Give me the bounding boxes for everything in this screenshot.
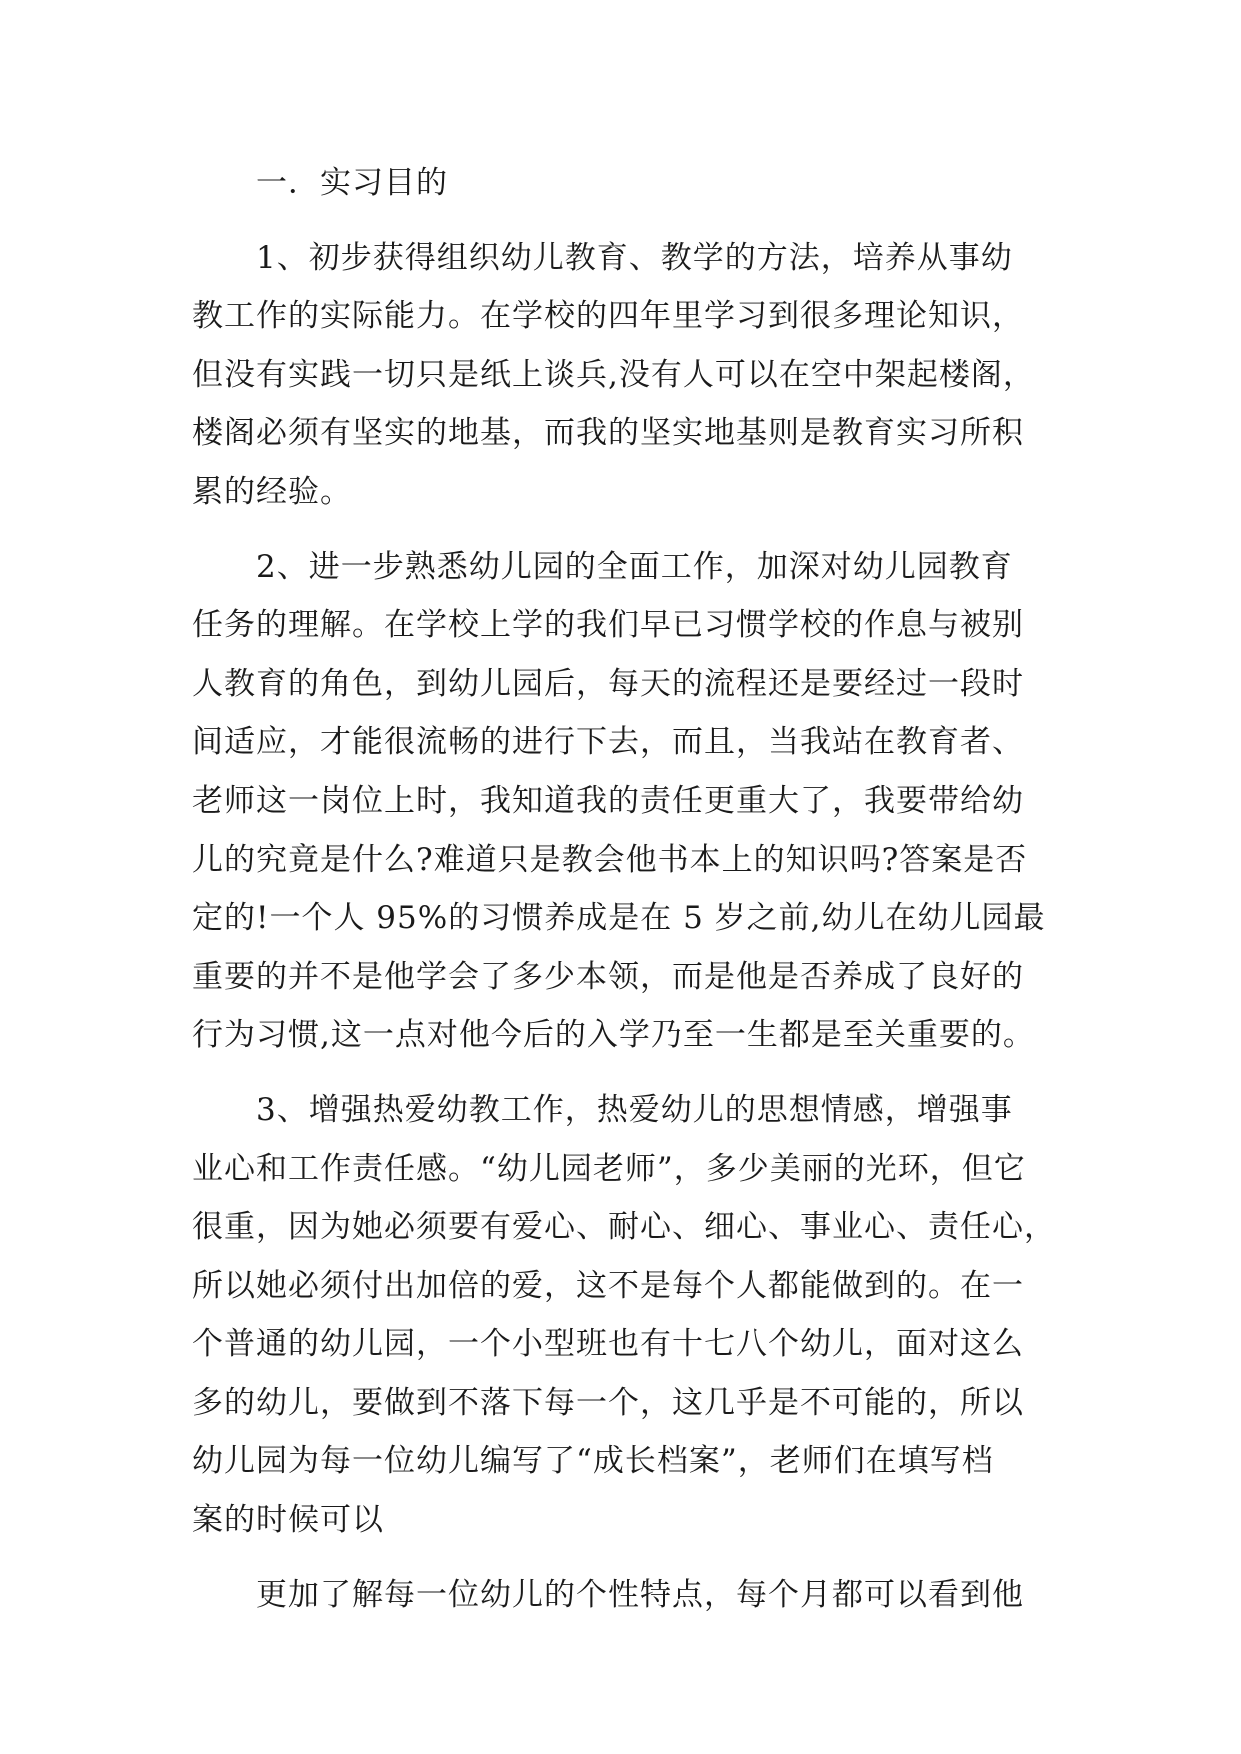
paragraph-line: 间适应，才能很流畅的进行下去，而且，当我站在教育者、 [192, 724, 1024, 761]
paragraph-line: 儿的究竟是什么?难道只是教会他书本上的知识吗?答案是否 [192, 841, 1028, 878]
paragraph-3 [192, 1081, 1072, 1550]
spacer [192, 1065, 1072, 1081]
paragraph-line: 1、初步获得组织幼儿教育、教学的方法，培养从事幼 [256, 239, 1013, 276]
section-heading: 一．实习目的 [256, 165, 448, 201]
paragraph-line: 多的幼儿，要做到不落下每一个，这几乎是不可能的，所以 [192, 1384, 1024, 1421]
paragraph-line: 定的!一个人 95%的习惯养成是在 5 岁之前,幼儿在幼儿园最 [192, 900, 1046, 937]
paragraph-1 [192, 229, 1072, 522]
paragraph-line: 楼阁必须有坚实的地基，而我的坚实地基则是教育实习所积 [192, 415, 1024, 452]
paragraph-line: 人教育的角色，到幼儿园后，每天的流程还是要经过一段时 [192, 665, 1024, 702]
paragraph-line: 更加了解每一位幼儿的个性特点，每个月都可以看到他 [256, 1576, 1024, 1613]
paragraph-line: 老师这一岗位上时，我知道我的责任更重大了，我要带给幼 [192, 782, 1024, 819]
paragraph-line: 案的时候可以 [192, 1502, 384, 1539]
paragraph-line: 个普通的幼儿园，一个小型班也有十七八个幼儿，面对这么 [192, 1326, 1024, 1363]
spacer [192, 522, 1072, 538]
paragraph-line: 累的经验。 [192, 473, 352, 510]
document-body [192, 154, 1072, 1624]
paragraph-line: 行为习惯,这一点对他今后的入学乃至一生都是至关重要的。 [192, 1017, 1035, 1054]
paragraph-4 [192, 1566, 1072, 1625]
paragraph-line: 很重，因为她必须要有爱心、耐心、细心、事业心、责任心， [192, 1209, 1056, 1246]
paragraph-line: 教工作的实际能力。在学校的四年里学习到很多理论知识， [192, 298, 1024, 335]
paragraph-line: 但没有实践一切只是纸上谈兵,没有人可以在空中架起楼阁， [192, 356, 1035, 393]
paragraph-line: 所以她必须付出加倍的爱，这不是每个人都能做到的。在一 [192, 1267, 1024, 1304]
paragraph-line: 任务的理解。在学校上学的我们早已习惯学校的作息与被别 [192, 607, 1024, 644]
paragraph-line: 业心和工作责任感。“幼儿园老师”，多少美丽的光环，但它 [192, 1150, 1026, 1187]
spacer [192, 1550, 1072, 1566]
paragraph-line: 2、进一步熟悉幼儿园的全面工作，加深对幼儿园教育 [256, 548, 1013, 585]
paragraph-2 [192, 538, 1072, 1065]
spacer [192, 213, 1072, 229]
paragraph-line: 幼儿园为每一位幼儿编写了“成长档案”，老师们在填写档 [192, 1443, 994, 1480]
paragraph-line: 重要的并不是他学会了多少本领，而是他是否养成了良好的 [192, 958, 1024, 995]
paragraph-line: 3、增强热爱幼教工作，热爱幼儿的思想情感，增强事 [256, 1091, 1013, 1128]
